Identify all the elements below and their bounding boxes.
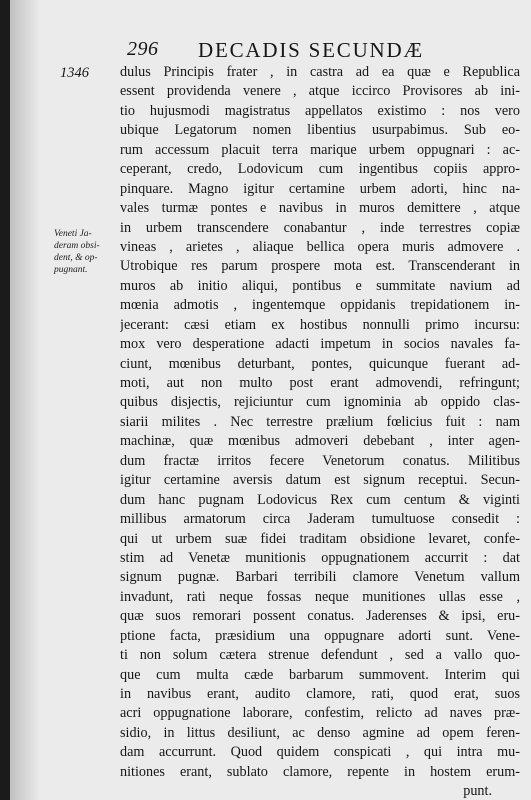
text-line: sidio, in littus desiliunt, ac denso agmine ad opem feren- [120, 724, 520, 741]
text-line: essent providenda venere , atque iccirco Provisores ab ini- [120, 83, 520, 100]
text-line: mœnia admotis , ingentemque oppidanis trepidationem in- [120, 297, 520, 314]
text-line: nitiones erant, sublato clamore, repente in hostem erum- [120, 763, 520, 780]
body-text [120, 63, 520, 800]
text-line: acri oppugnatione laborare, confestim, relicto ad naves præ- [120, 705, 520, 722]
text-line: punt. [463, 783, 492, 800]
text-line: siarii milites . Nec terrestre prælium fœlicius fuit : nam [120, 413, 520, 430]
text-line: dum hanc pugnam Lodovicus Rex cum centum & viginti [120, 491, 520, 508]
text-line: igitur certamine aversis datum est signum receptui. Secun- [120, 472, 520, 489]
text-line: in urbem transcendere conabantur , inde terrestres copiæ [120, 219, 520, 236]
running-title: DECADIS SECUNDÆ [198, 38, 424, 62]
text-line: ti non solum cætera strenue defendunt , sed a vallo quo- [120, 647, 520, 664]
page-number: 296 [127, 38, 159, 60]
text-line: Utrobique res parum prospere mota est. Transcenderant in [120, 258, 520, 275]
text-line: moti, aut non multo post erant admovendi, refringunt; [120, 375, 520, 391]
text-line: dam accurrunt. Quod quidem conspicati , qui intra mu- [120, 744, 520, 761]
text-line: rum accessum placuit terra marique urbem oppugnari : ac- [120, 141, 520, 158]
text-line: vales turmæ pontes e navibus in muros demittere , atque [120, 200, 520, 217]
sidenote-line: deram obsi- [54, 241, 100, 251]
text-line: dulus Principis frater , in castra ad ea quæ e Republica [120, 64, 520, 80]
margin-year: 1346 [60, 65, 89, 81]
text-line: pinquare. Magno igitur certamine urbem adorti, hinc na- [120, 180, 520, 197]
text-line: muros ab initio aliqui, pontibus e summitate navium ad [120, 277, 520, 294]
book-page [10, 0, 531, 800]
text-line: invadunt, rati neque fossas neque munitiones ullas esse , [120, 588, 520, 605]
text-line: dum fractæ irritos fecere Venetorum conatus. Militibus [120, 452, 520, 469]
gutter-shadow [10, 0, 40, 800]
text-line: quæ suos remorari possent conatus. Jaderenses & ipsi, eru- [120, 608, 520, 625]
text-line: jecerant: cæsi etiam ex hostibus nonnulli primo incursu: [120, 316, 520, 333]
text-line: que cum multa cæde barbarum summovent. Interim qui [120, 666, 520, 683]
text-line: vineas , arietes , aliaque bellica opera muris admovere . [120, 238, 520, 255]
sidenote-line: Veneti Ja- [54, 229, 92, 239]
text-line: tio hujusmodi magistratus appellatos existimo : nos vero [120, 102, 520, 119]
text-line: millibus armatorum circa Jaderam tumultuose consedit : [120, 511, 520, 528]
text-line: ceperant, credo, Lodovicum cum ingentibus copiis appro- [120, 161, 520, 178]
text-line: quibus disjectis, rejiciuntur cum ignominia ab oppido clas- [120, 394, 520, 411]
margin-sidenote [54, 228, 114, 276]
text-line: machinæ, quæ mœnibus admoveri debebant , inter agen- [120, 433, 520, 450]
text-line: stim ad Venetæ munitionis oppugnationem accurrit : dat [120, 549, 520, 566]
text-line: ciunt, mœnibus deturbant, pontes, quicunque fuerant ad- [120, 355, 520, 372]
text-line: in navibus erant, audito clamore, rati, quod erat, suos [120, 686, 520, 702]
text-line: qui ut urbem suæ fidei traditam obsidione levaret, confe- [120, 530, 520, 547]
text-line: mox vero desperatione adacti impetum in socios navales fa- [120, 336, 520, 353]
sidenote-line: dent, & op- [54, 253, 98, 263]
text-line: signum pugnæ. Barbari terribili clamore Venetum vallum [120, 569, 520, 586]
text-line: ubique Legatorum nomen libentius usurpabimus. Sub eo- [120, 122, 520, 139]
text-line: ptione facta, præsidium una oppugnare adorti sunt. Vene- [120, 627, 520, 644]
sidenote-line: pugnant. [54, 265, 88, 275]
